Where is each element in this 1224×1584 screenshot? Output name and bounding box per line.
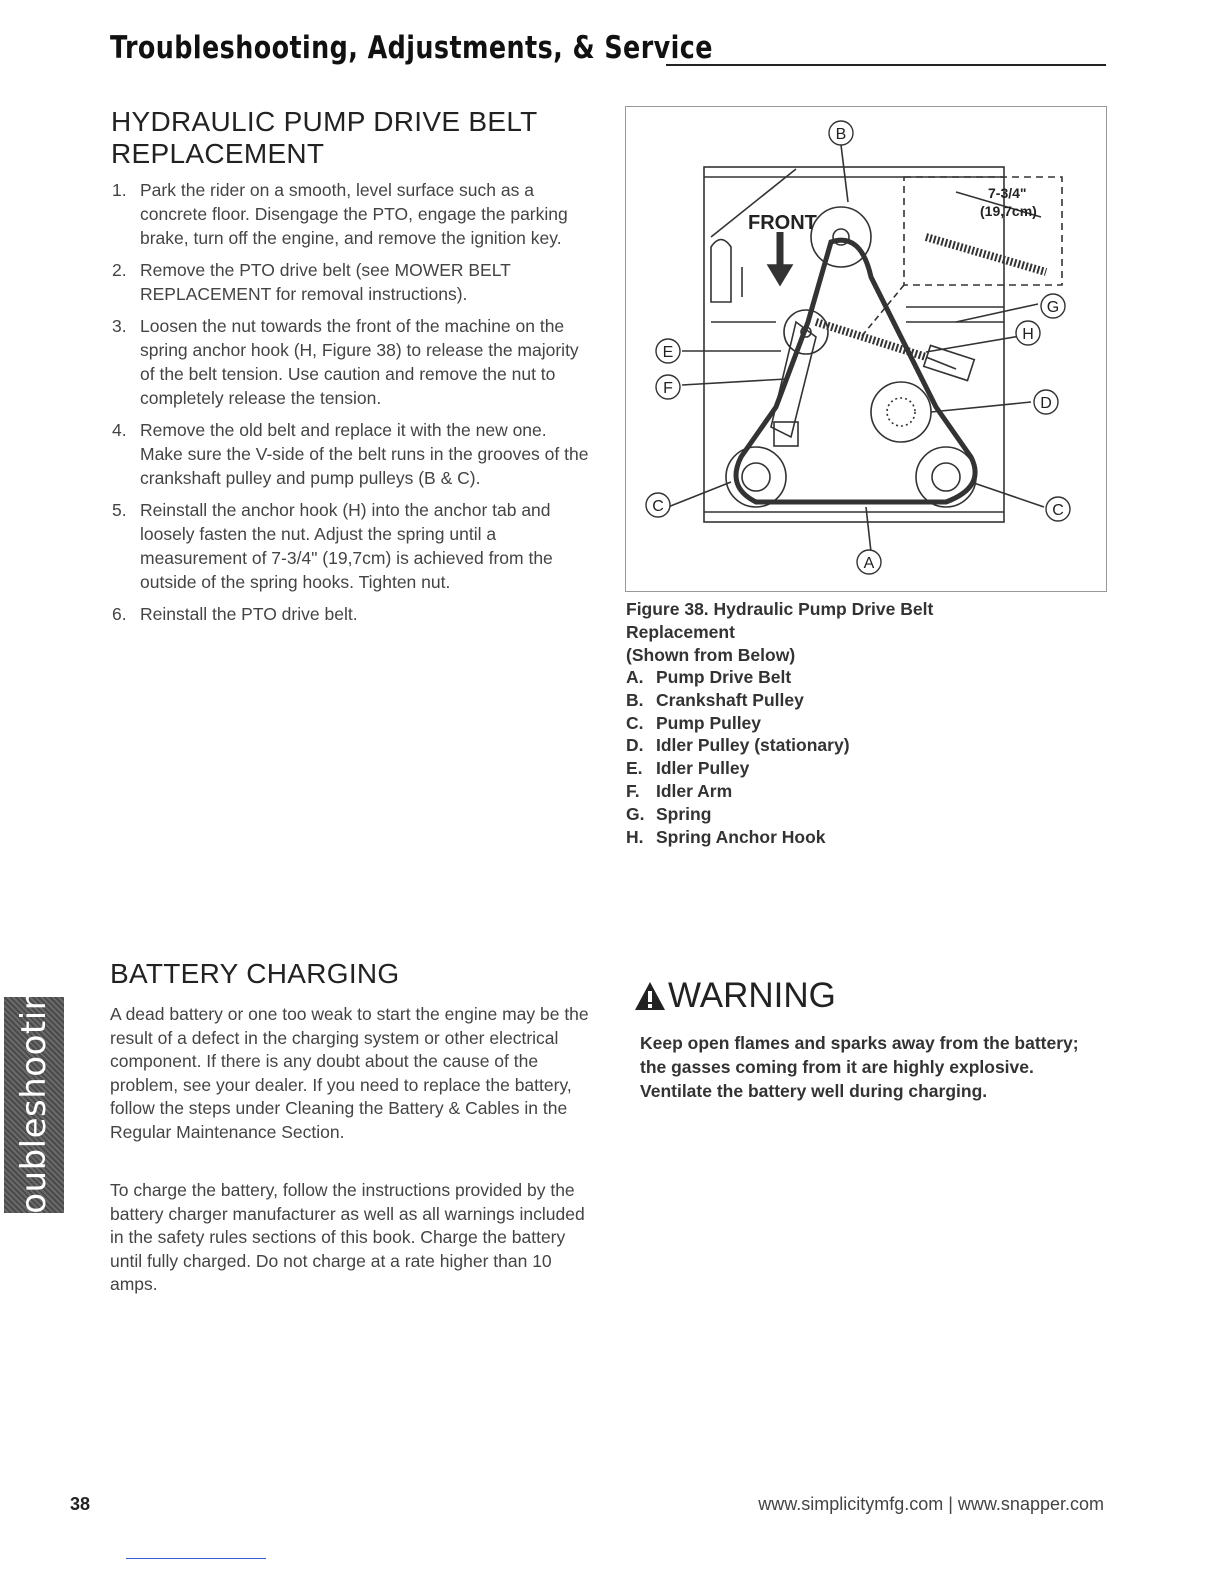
pump-pulley-right: [916, 447, 976, 507]
legend-item: [626, 803, 850, 826]
figure-caption: [626, 598, 933, 667]
legend-label: Spring: [656, 803, 712, 824]
legend-label: Idler Pulley: [656, 758, 750, 779]
bottom-rule: [126, 1558, 266, 1559]
step-number: 2.: [112, 260, 127, 280]
caption-line2: Replacement: [626, 622, 735, 642]
callout-b: [829, 121, 853, 145]
header-rule: [666, 64, 1106, 66]
svg-text:C: C: [1052, 502, 1064, 519]
svg-text:C: C: [652, 498, 664, 515]
step-text: Reinstall the PTO drive belt.: [140, 604, 358, 624]
step-number: 3.: [112, 316, 127, 336]
figure-legend: [626, 666, 850, 848]
hydraulic-title-line2: REPLACEMENT: [111, 138, 325, 169]
legend-item: [626, 712, 850, 735]
legend-key: D.: [626, 735, 644, 756]
callout-d: [1034, 390, 1058, 414]
legend-item: [626, 826, 850, 849]
crankshaft-pulley: [811, 207, 871, 267]
footer-urls: www.simplicitymfg.com | www.snapper.com: [758, 1494, 1104, 1514]
belt-routing-diagram: [626, 107, 1106, 591]
legend-key: F.: [626, 780, 640, 801]
callout-e: [656, 339, 680, 363]
legend-key: A.: [626, 667, 644, 687]
legend-key: E.: [626, 758, 643, 779]
legend-item: [626, 757, 850, 780]
battery-paragraph-1: A dead battery or one too weak to start the engine may be the result of a defect in the charging system or other electrical component. If there is any doubt about the cause of the problem, see your dealer. If you need to replace the battery, follow the steps under Cleaning the Battery & Cables in the Regular Maintenance Section.: [110, 1004, 589, 1142]
step-text: Park the rider on a smooth, level surface such as a concrete floor. Disengage the PTO, engage the parking brake, turn off the engine, and remove the ignition key.: [140, 180, 568, 248]
step-item: [112, 314, 592, 410]
spring-anchor-hook: [926, 357, 956, 369]
callout-c-right: [1046, 497, 1070, 521]
legend-key: H.: [626, 826, 644, 847]
hydraulic-section-title: [111, 106, 538, 170]
legend-key: C.: [626, 712, 644, 733]
callout-h: [1016, 321, 1040, 345]
step-number: 4.: [112, 420, 127, 440]
warning-triangle-icon: [634, 981, 666, 1011]
step-number: 5.: [112, 500, 127, 520]
legend-label: Pump Drive Belt: [656, 667, 792, 687]
dimension-metric: (19,7cm): [980, 203, 1037, 219]
warning-title: WARNING: [668, 976, 836, 1015]
legend-label: Idler Arm: [656, 780, 733, 801]
legend-key: B.: [626, 689, 644, 710]
svg-text:D: D: [1040, 395, 1052, 412]
step-item: [112, 258, 592, 306]
stationary-idler-pulley: [871, 382, 931, 442]
callout-f: [656, 375, 680, 399]
legend-label: Pump Pulley: [656, 712, 762, 733]
legend-label: Idler Pulley (stationary): [656, 735, 850, 756]
front-label: FRONT: [748, 212, 817, 234]
figure-38-diagram: [625, 106, 1107, 592]
page-number: 38: [70, 1494, 91, 1514]
callout-a: [857, 550, 881, 574]
battery-section-title: BATTERY CHARGING: [110, 958, 400, 989]
step-number: 1.: [112, 180, 127, 200]
legend-key: G.: [626, 803, 645, 824]
svg-text:G: G: [1046, 299, 1060, 316]
caption-line3: (Shown from Below): [626, 645, 796, 665]
svg-text:B: B: [835, 126, 847, 143]
step-item: [112, 178, 592, 250]
step-number: 6.: [112, 604, 127, 624]
step-text: Remove the PTO drive belt (see MOWER BELT REPLACEMENT for removal instructions).: [140, 260, 511, 304]
legend-item: [626, 734, 850, 757]
step-item: [112, 602, 592, 626]
hydraulic-steps-list: [112, 178, 592, 634]
svg-text:A: A: [863, 555, 875, 572]
legend-item: [626, 780, 850, 803]
frame-bracket: [711, 240, 731, 303]
warning-heading: [634, 976, 836, 1016]
step-text: Remove the old belt and replace it with the new one. Make sure the V-side of the belt runs in the grooves of the crankshaft pulley and pump pulleys (B & C).: [140, 420, 589, 488]
step-text: Loosen the nut towards the front of the machine on the spring anchor hook (H, Figure 38) to release the majority of the belt tension. Use caution and remove the nut to completely release the tension.: [140, 316, 579, 408]
warning-text: Keep open flames and sparks away from the battery; the gasses coming from it are highly explosive. Ventilate the battery well during charging.: [640, 1033, 1079, 1101]
dimension-imperial: 7-3/4": [988, 185, 1027, 201]
svg-text:H: H: [1022, 326, 1034, 343]
legend-label: Spring Anchor Hook: [656, 826, 826, 847]
legend-label: Crankshaft Pulley: [656, 689, 804, 710]
svg-text:E: E: [662, 344, 674, 361]
legend-item: [626, 666, 850, 689]
side-tab-label: Troubleshooting: [14, 966, 54, 1244]
step-text: Reinstall the anchor hook (H) into the anchor tab and loosely fasten the nut. Adjust the spring until a measurement of 7-3/4" (19,7cm) is achieved from the outside of the spring hooks. Tighten nut.: [140, 500, 553, 592]
hydraulic-title-line1: HYDRAULIC PUMP DRIVE BELT: [111, 106, 538, 137]
step-item: [112, 498, 592, 594]
page-header-title: Troubleshooting, Adjustments, & Service: [110, 30, 713, 66]
svg-text:F: F: [663, 380, 673, 397]
legend-item: [626, 689, 850, 712]
battery-paragraph-2: To charge the battery, follow the instructions provided by the battery charger manufacturer as well as all warnings included in the safety rules sections of this book. Charge the battery until fully charged. Do not charge at a rate higher than 10 amps.: [110, 1180, 585, 1295]
callout-c-left: [646, 493, 670, 517]
callout-g: [1041, 294, 1065, 318]
caption-line1: Figure 38. Hydraulic Pump Drive Belt: [626, 599, 934, 619]
step-item: [112, 418, 592, 490]
side-tab-troubleshooting: [4, 966, 64, 1244]
